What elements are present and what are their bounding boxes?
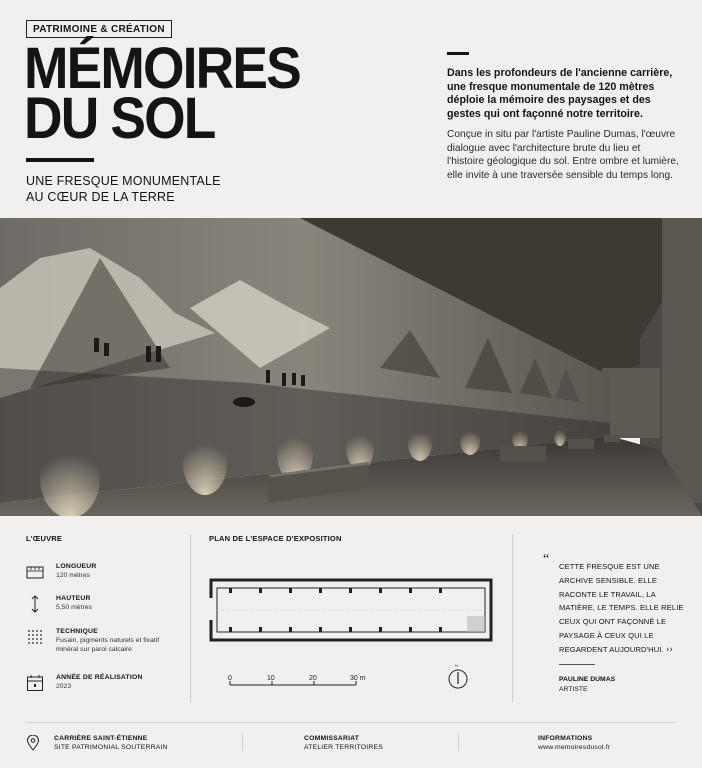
scale-bar — [224, 674, 359, 692]
quote-text: CETTE FRESQUE EST UNE ARCHIVE SENSIBLE. ELLE RACONTE LE TRAVAIL, LA MATIÈRE, LE TEMPS. ELLE RELIE CEUX QUI ONT FAÇONNÉ LE PAYSAGE À CEUX QUI LE REGARDENT AUJOURD'HUI. — [559, 562, 684, 654]
category-tag: PATRIMOINE & CRÉATION — [26, 20, 172, 38]
spec-label: TECHNIQUE — [56, 628, 98, 635]
quote-role: ARTISTE — [559, 686, 588, 693]
footer-divider — [458, 733, 459, 751]
scale-label: 10 — [267, 675, 275, 682]
height-arrow-icon — [26, 595, 44, 613]
scale-label: 0 — [228, 675, 232, 682]
intro-lead: Dans les profondeurs de l'ancienne carrière, une fresque monumentale de 120 mètres déploie la mémoire des paysages et des gestes qui ont façonné notre territoire. — [447, 67, 673, 120]
artist-quote — [559, 560, 691, 657]
north-arrow-icon — [447, 664, 469, 695]
quote-rule — [559, 664, 595, 665]
spec-value: 5,50 mètres — [56, 604, 92, 611]
spec-value: 120 mètres — [56, 572, 91, 579]
subtitle-line-1: UNE FRESQUE MONUMENTALE — [26, 174, 221, 188]
calendar-icon — [26, 674, 44, 692]
quote-close-icon: ›› — [666, 643, 673, 655]
quote-author: PAULINE DUMAS — [559, 676, 616, 683]
footer-commission-title: COMMISSARIAT — [304, 735, 360, 742]
title-line-1: MÉMOIRES — [24, 36, 300, 101]
spec-value: 2023 — [56, 683, 72, 690]
intro-rule — [447, 52, 469, 55]
column-divider — [190, 534, 191, 702]
footer-location-sub: SITE PATRIMONIAL SOUTERRAIN — [54, 744, 168, 751]
subtitle — [26, 173, 221, 205]
spec-label: LONGUEUR — [56, 563, 97, 570]
title-rule — [26, 158, 94, 162]
column-divider — [512, 534, 513, 702]
spec-label: HAUTEUR — [56, 595, 91, 602]
title-line-2: DU SOL — [24, 86, 215, 151]
hero-fresco-image — [0, 218, 702, 516]
ruler-icon — [26, 563, 44, 581]
footer-rule — [26, 722, 676, 723]
scale-label: 30 m — [350, 675, 366, 682]
footer-divider — [242, 733, 243, 751]
subtitle-line-2: AU CŒUR DE LA TERRE — [26, 190, 175, 204]
footer-location-title: CARRIÈRE SAINT-ÉTIENNE — [54, 735, 148, 742]
intro-body: Conçue in situ par l'artiste Pauline Dumas, l'œuvre dialogue avec l'architecture brute du lieu et l'histoire géologique du sol. Entre ombre et lumière, elle invite à une traversée sensible du temps long. — [447, 129, 679, 181]
scale-label: 20 — [309, 675, 317, 682]
fresco-gallery-illustration — [0, 218, 702, 516]
spec-label: ANNÉE DE RÉALISATION — [56, 674, 143, 681]
north-label: N — [455, 663, 458, 668]
oeuvre-section-title: L'ŒUVRE — [26, 534, 63, 543]
floor-plan-drawing — [209, 576, 494, 649]
page-title — [24, 36, 300, 151]
website-link[interactable]: www.memoiresdusol.fr — [538, 744, 611, 751]
spec-value: Fusain, pigments naturels et fixatif minéral sur paroi calcaire — [56, 637, 160, 653]
location-pin-icon — [26, 735, 40, 756]
plan-section-title: PLAN DE L'ESPACE D'EXPOSITION — [209, 534, 342, 543]
footer-commission-sub: ATELIER TERRITOIRES — [304, 744, 383, 751]
quote-open-icon: “ — [543, 552, 550, 567]
footer-info-title: INFORMATIONS — [538, 735, 593, 742]
texture-dots-icon — [26, 628, 44, 646]
